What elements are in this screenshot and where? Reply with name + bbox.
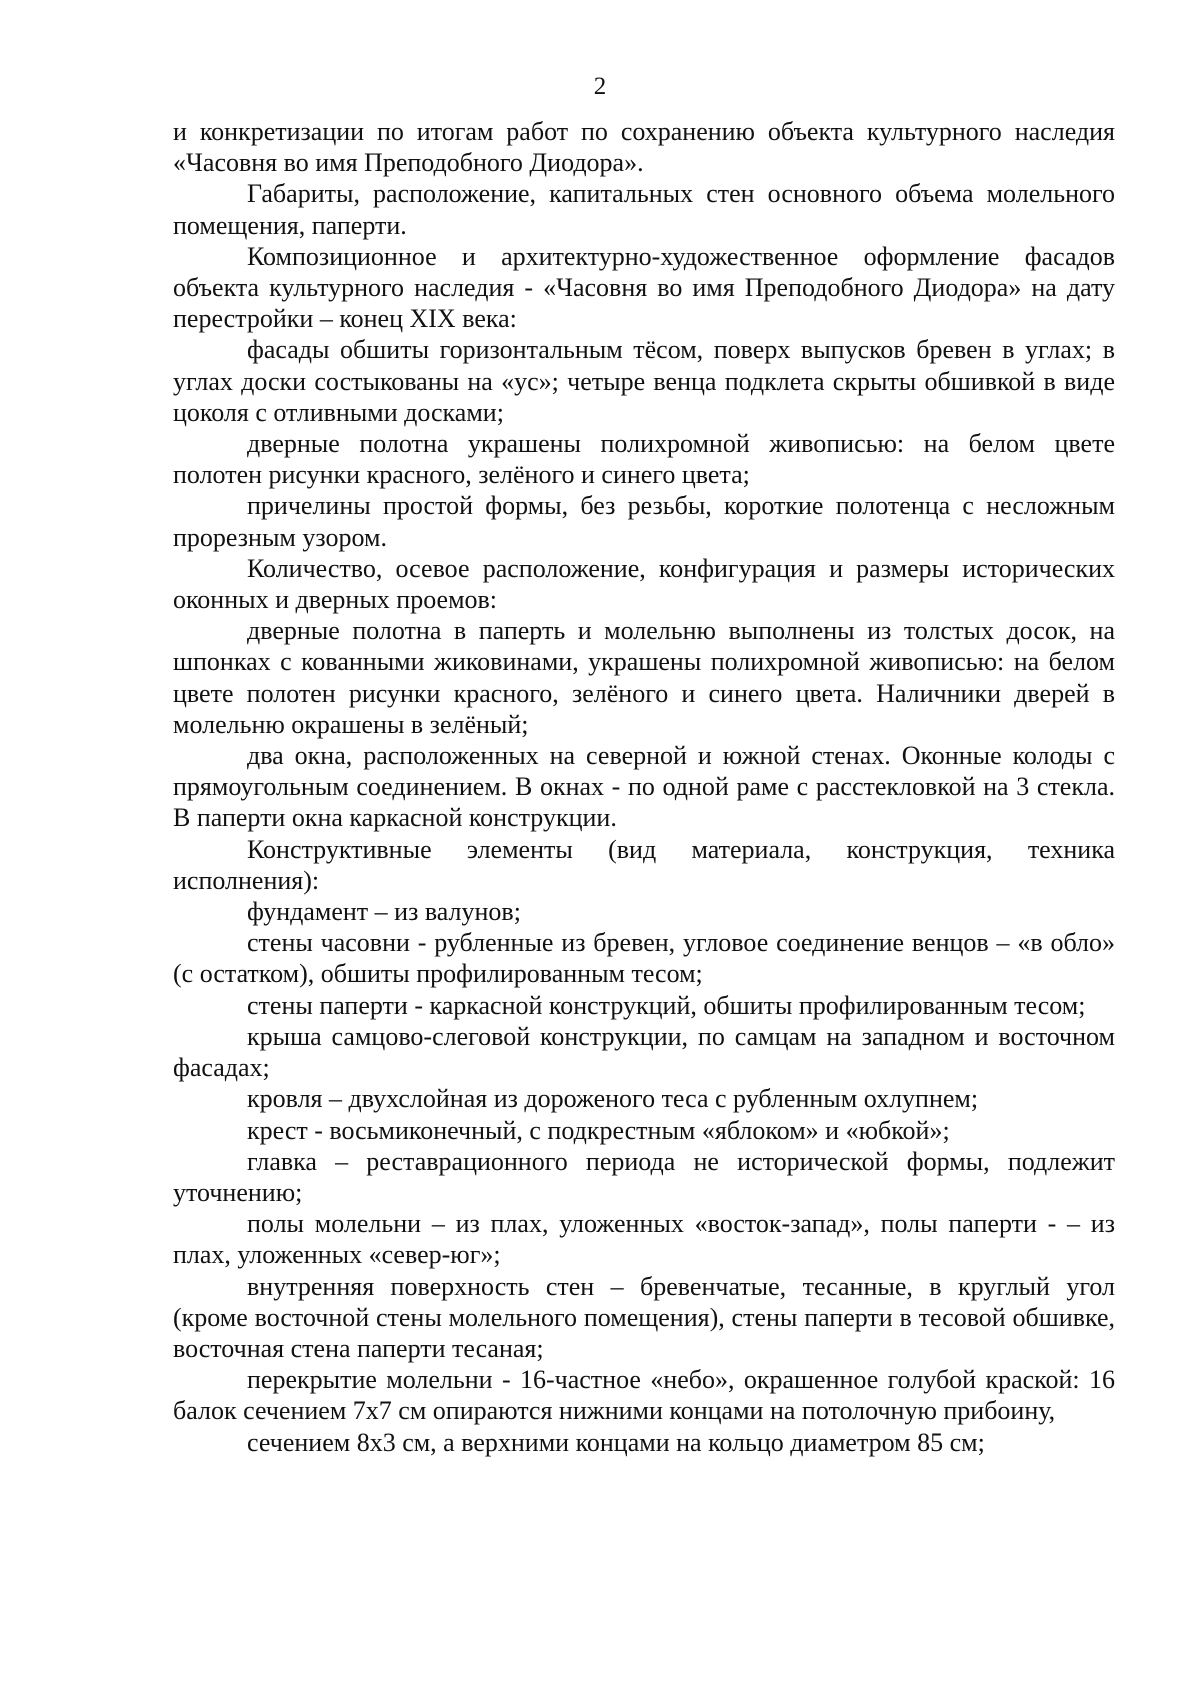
paragraph: внутренняя поверхность стен – бревенчатые, тесанные, в круглый угол (кроме восточной стены молельного помещения), стены паперти в тесовой обшивке, восточная стена паперти тесаная;: [173, 1271, 1115, 1363]
paragraph: стены часовни - рубленные из бревен, угловое соединение венцов – «в обло» (с остатком), обшиты профилированным тесом;: [173, 928, 1115, 989]
paragraph: стены паперти - каркасной конструкций, обшиты профилированным тесом;: [247, 990, 1086, 1020]
paragraph: фасады обшиты горизонтальным тёсом, поверх выпусков бревен в углах; в углах доски состыкованы на «ус»; четыре венца подклета скрыты обшивкой в виде цоколя с отливными досками;: [173, 335, 1115, 427]
paragraph: главка – реставрационного периода не исторической формы, подлежит уточнению;: [173, 1146, 1115, 1207]
paragraph: Композиционное и архитектурно-художественное оформление фасадов объекта культурного наследия - «Часовня во имя Преподобного Диодора» на дату перестройки – конец XIX века:: [173, 241, 1115, 334]
paragraph: крест - восьмиконечный, с подкрестным «яблоком» и «юбкой»;: [247, 1115, 950, 1145]
paragraph: полы молельни – из плах, уложенных «восток-запад», полы паперти - – из плах, уложенных «север-юг»;: [173, 1209, 1115, 1270]
paragraph: дверные полотна в паперть и молельню выполнены из толстых досок, на шпонках с кованными жиковинами, украшены полихромной живописью: на белом цвете полотен рисунки красного, зелёного и синего цвета. Наличники дверей в молельню окрашены в зелёный;: [173, 616, 1115, 739]
paragraph: и конкретизации по итогам работ по сохранению объекта культурного наследия «Часовня во имя Преподобного Диодора».: [173, 117, 1115, 178]
paragraph: Количество, осевое расположение, конфигурация и размеры исторических оконных и дверных проемов:: [173, 553, 1115, 615]
paragraph: дверные полотна украшены полихромной живописью: на белом цвете полотен рисунки красного, зелёного и синего цвета;: [173, 429, 1115, 490]
paragraph: два окна, расположенных на северной и южной стенах. Оконные колоды с прямоугольным соединением. В окнах - по одной раме с расстекловкой на 3 стекла. В паперти окна каркасной конструкции.: [173, 741, 1115, 833]
paragraph: сечением 8х3 см, а верхними концами на кольцо диаметром 85 см;: [247, 1427, 985, 1457]
page-number: 2: [593, 73, 607, 100]
paragraph: крыша самцово-слеговой конструкции, по самцам на западном и восточном фасадах;: [173, 1021, 1115, 1083]
paragraph: причелины простой формы, без резьбы, короткие полотенца с несложным прорезным узором.: [173, 491, 1115, 552]
paragraph: перекрытие молельни - 16-частное «небо», окрашенное голубой краской: 16 балок сечением 7х7 см опираются нижними концами на потолочную прибоину,: [173, 1365, 1115, 1426]
document-body: [173, 116, 1115, 1458]
paragraph: Конструктивные элементы (вид материала, конструкция, техника исполнения):: [173, 834, 1115, 895]
paragraph: Габариты, расположение, капитальных стен основного объема молельного помещения, паперти.: [173, 179, 1115, 240]
paragraph: кровля – двухслойная из дороженого теса с рубленным охлупнем;: [247, 1084, 979, 1114]
paragraph: фундамент – из валунов;: [247, 897, 521, 927]
